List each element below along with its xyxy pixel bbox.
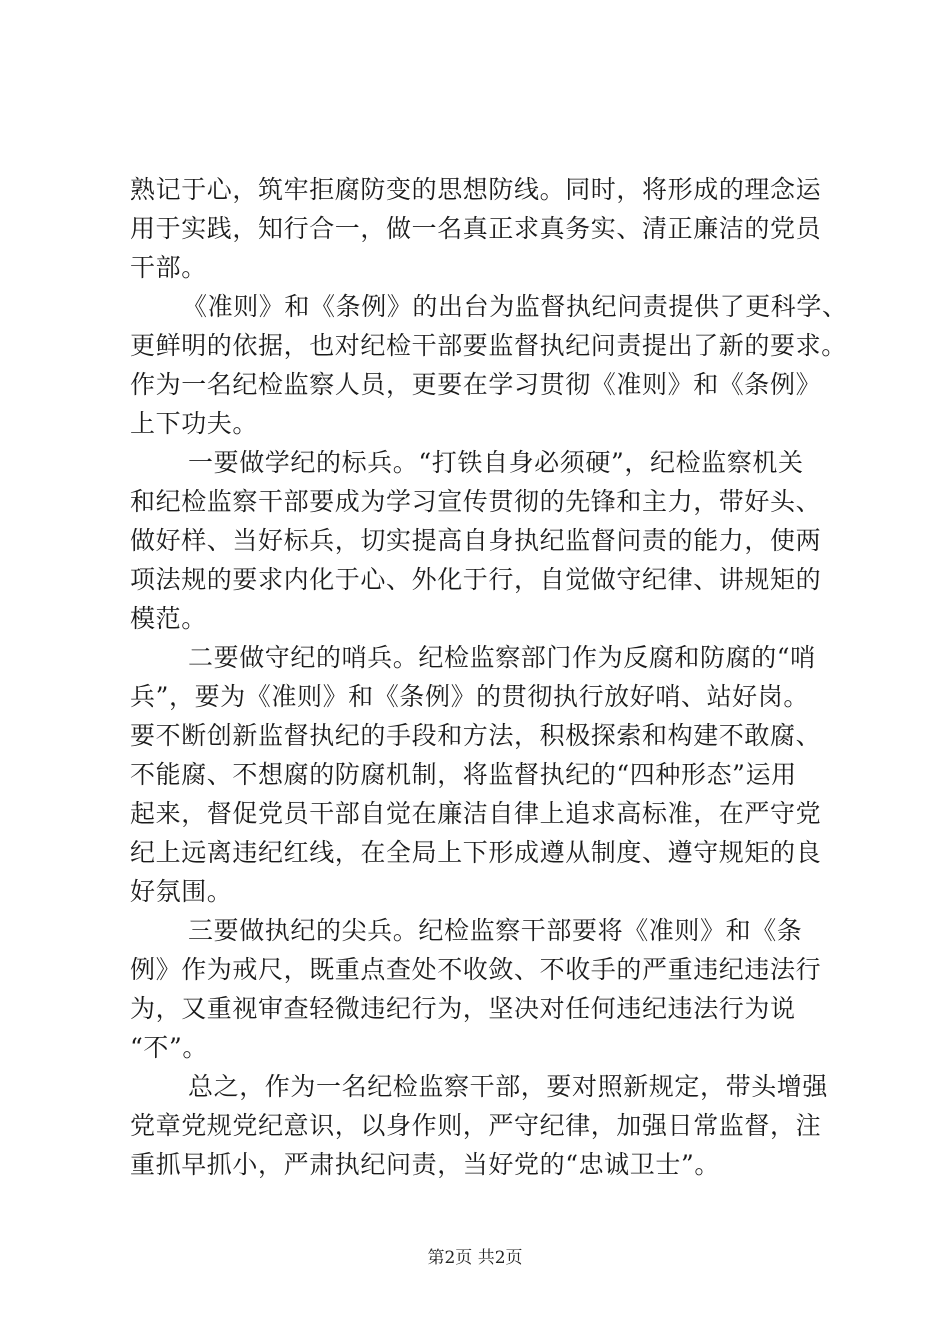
text-line: 项法规的要求内化于心、外化于行，自觉做守纪律、讲规矩的 xyxy=(130,565,822,594)
text-line: 兵”，要为《准则》和《条例》的贯彻执行放好哨、站好岗。 xyxy=(130,682,809,711)
text-line: 作为一名纪检监察人员，更要在学习贯彻《准则》和《条例》 xyxy=(130,370,822,399)
page-number: 第2页 共2页 xyxy=(427,1248,523,1268)
text-line: 三要做执纪的尖兵。纪检监察干部要将《准则》和《条 xyxy=(188,916,803,945)
text-line: 二要做守纪的哨兵。纪检监察部门作为反腐和防腐的“哨 xyxy=(188,643,816,672)
text-line: 《准则》和《条例》的出台为监督执纪问责提供了更科学、 xyxy=(182,292,848,321)
text-line: 要不断创新监督执纪的手段和方法，积极探索和构建不敢腐、 xyxy=(130,721,822,750)
text-line: 用于实践，知行合一，做一名真正求真务实、清正廉洁的党员 xyxy=(130,214,822,243)
text-line: 和纪检监察干部要成为学习宣传贯彻的先锋和主力，带好头、 xyxy=(130,487,822,516)
text-line: 不能腐、不想腐的防腐机制，将监督执纪的“四种形态”运用 xyxy=(130,760,797,789)
text-line: 重抓早抓小，严肃执纪问责，当好党的“忠诚卫士”。 xyxy=(130,1150,720,1179)
text-line: 做好样、当好标兵，切实提高自身执纪监督问责的能力，使两 xyxy=(130,526,822,555)
text-line: 一要做学纪的标兵。“打铁自身必须硬”，纪检监察机关 xyxy=(188,448,804,477)
text-line: 好氛围。 xyxy=(130,877,233,906)
document-body xyxy=(130,170,848,1184)
page-footer xyxy=(0,1243,950,1268)
text-line: 上下功夫。 xyxy=(130,409,259,438)
text-line: 为，又重视审查轻微违纪行为，坚决对任何违纪违法行为说 xyxy=(130,994,796,1023)
text-line: 熟记于心，筑牢拒腐防变的思想防线。同时，将形成的理念运 xyxy=(130,175,822,204)
text-line: 党章党规党纪意识，以身作则，严守纪律，加强日常监督，注 xyxy=(130,1111,822,1140)
text-line: 总之，作为一名纪检监察干部，要对照新规定，带头增强 xyxy=(188,1072,829,1101)
text-line: 模范。 xyxy=(130,604,207,633)
text-line: 更鲜明的依据，也对纪检干部要监督执纪问责提出了新的要求。 xyxy=(130,331,847,360)
text-line: 起来，督促党员干部自觉在廉洁自律上追求高标准，在严守党 xyxy=(130,799,822,828)
text-line: 干部。 xyxy=(130,253,207,282)
text-line: “不”。 xyxy=(130,1033,208,1062)
text-line: 例》作为戒尺，既重点查处不收敛、不收手的严重违纪违法行 xyxy=(130,955,822,984)
text-line: 纪上远离违纪红线，在全局上下形成遵从制度、遵守规矩的良 xyxy=(130,838,822,867)
